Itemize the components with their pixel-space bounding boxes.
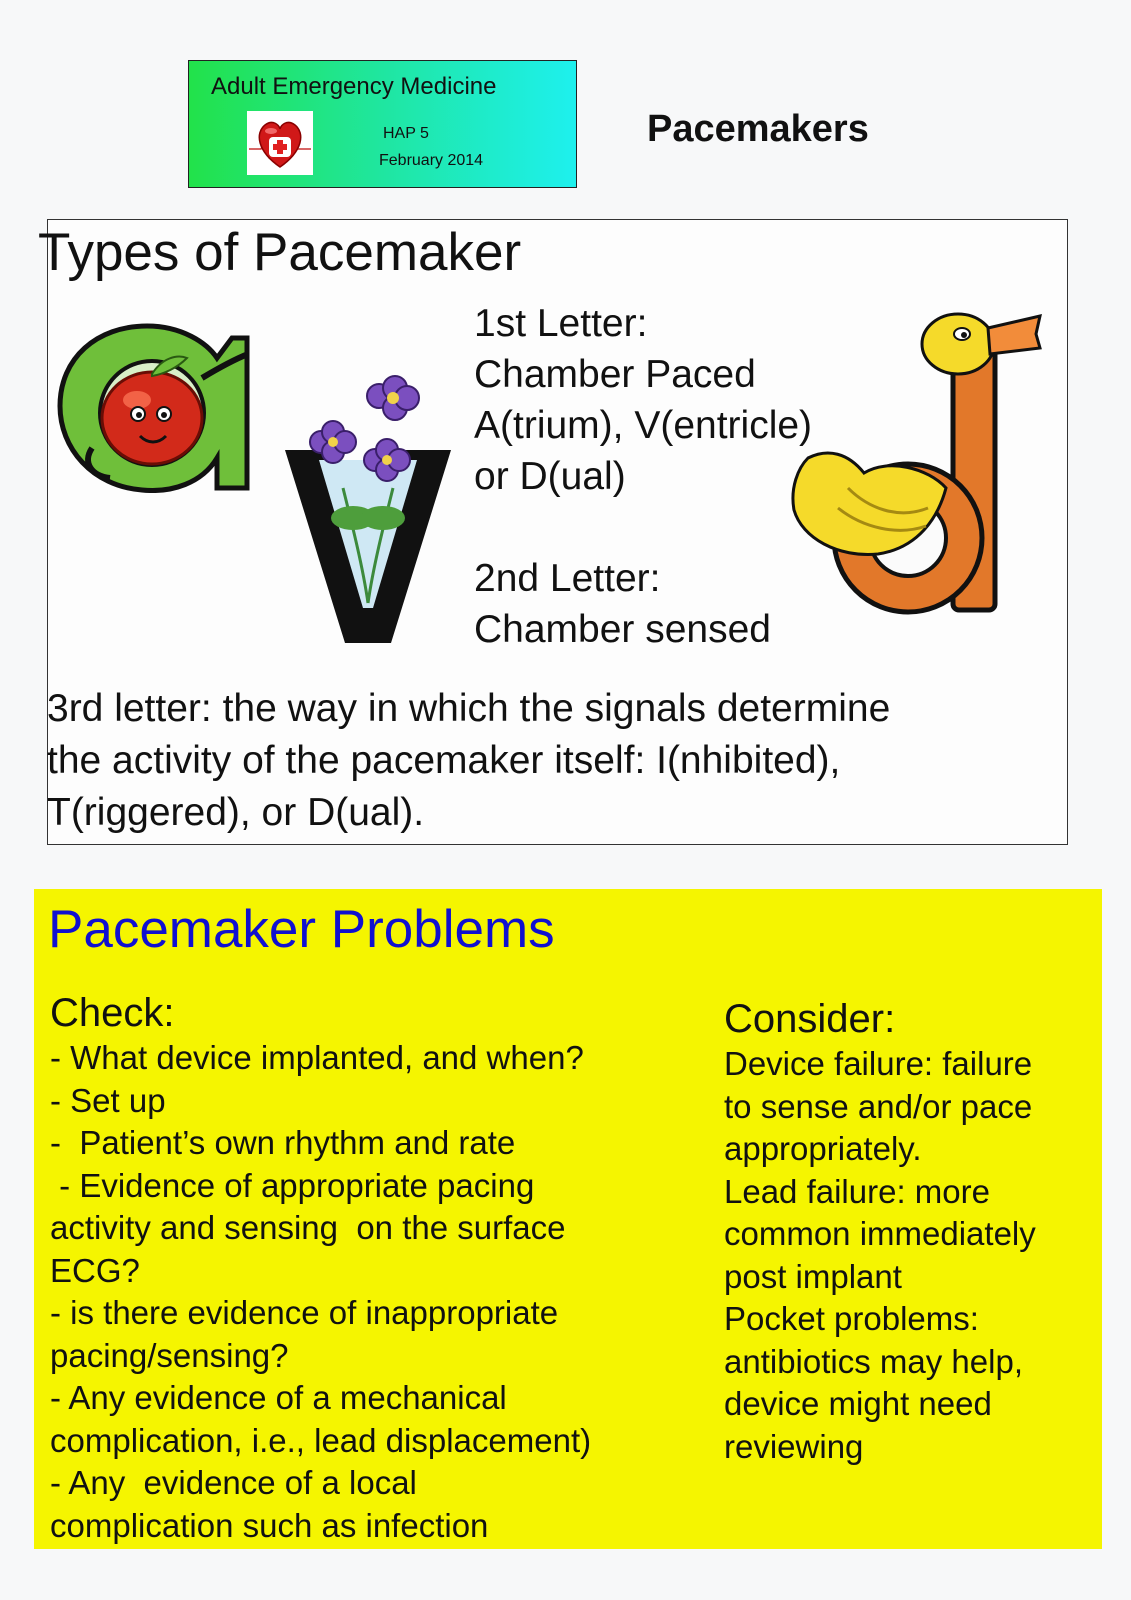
first-letter-line: A(trium), V(entricle) xyxy=(474,404,813,447)
consider-item: appropriately. xyxy=(724,1130,922,1167)
consider-item: post implant xyxy=(724,1257,902,1295)
consider-item: Lead failure: more xyxy=(724,1172,990,1210)
check-heading: Check: xyxy=(50,991,175,1035)
check-item: - Any evidence of a mechanical xyxy=(50,1379,507,1416)
consider-item: device might need xyxy=(724,1385,992,1422)
letter-d-duck-icon xyxy=(778,298,1060,618)
check-item: - Patient’s own rhythm and rate xyxy=(50,1124,516,1161)
consider-item: Device failure: failure xyxy=(724,1045,1033,1082)
spacer xyxy=(474,502,812,553)
page-title: Pacemakers xyxy=(647,108,869,150)
consider-heading: Consider: xyxy=(724,997,896,1041)
third-letter-description xyxy=(47,683,1057,839)
heart-medical-icon xyxy=(247,111,313,175)
check-item: activity and sensing on the surface xyxy=(50,1209,566,1246)
check-item: ECG? xyxy=(50,1251,140,1289)
check-item: - Any evidence of a local xyxy=(50,1464,417,1501)
consider-item: to sense and/or pace xyxy=(724,1087,1033,1125)
check-item: pacing/sensing? xyxy=(50,1336,289,1374)
consider-item: antibiotics may help, xyxy=(724,1342,1023,1380)
check-item: complication such as infection xyxy=(50,1506,489,1544)
check-list xyxy=(50,989,700,1547)
consider-item: Pocket problems: xyxy=(724,1300,979,1337)
header-date: February 2014 xyxy=(379,152,484,169)
first-letter-line: or D(ual) xyxy=(474,455,626,498)
first-letter-line: Chamber Paced xyxy=(474,353,756,396)
second-letter-heading: 2nd Letter: xyxy=(474,557,661,600)
second-letter-line: Chamber sensed xyxy=(474,608,771,651)
header-title: Adult Emergency Medicine xyxy=(211,73,497,100)
consider-item: common immediately xyxy=(724,1215,1036,1252)
third-letter-line: 3rd letter: the way in which the signals determine xyxy=(47,687,891,730)
check-item: - Evidence of appropriate pacing xyxy=(50,1166,535,1204)
check-item: - is there evidence of inappropriate xyxy=(50,1294,559,1331)
check-item: complication, i.e., lead displacement) xyxy=(50,1421,592,1459)
problems-title: Pacemaker Problems xyxy=(48,900,555,959)
letter-a-apple-icon xyxy=(52,318,262,493)
types-letter-descriptions xyxy=(474,298,812,655)
first-letter-heading: 1st Letter: xyxy=(474,302,648,345)
third-letter-line: the activity of the pacemaker itself: I(nhibited), xyxy=(47,739,841,782)
third-letter-line: T(riggered), or D(ual). xyxy=(47,791,425,834)
letter-v-violets-icon xyxy=(283,368,453,650)
types-title: Types of Pacemaker xyxy=(38,223,522,282)
consider-item: reviewing xyxy=(724,1427,864,1465)
check-item: - What device implanted, and when? xyxy=(50,1039,584,1076)
problems-panel xyxy=(34,889,1102,1549)
check-item: - Set up xyxy=(50,1081,166,1119)
header-code: HAP 5 xyxy=(383,125,429,142)
consider-list xyxy=(724,995,1094,1468)
header-box xyxy=(188,60,577,188)
